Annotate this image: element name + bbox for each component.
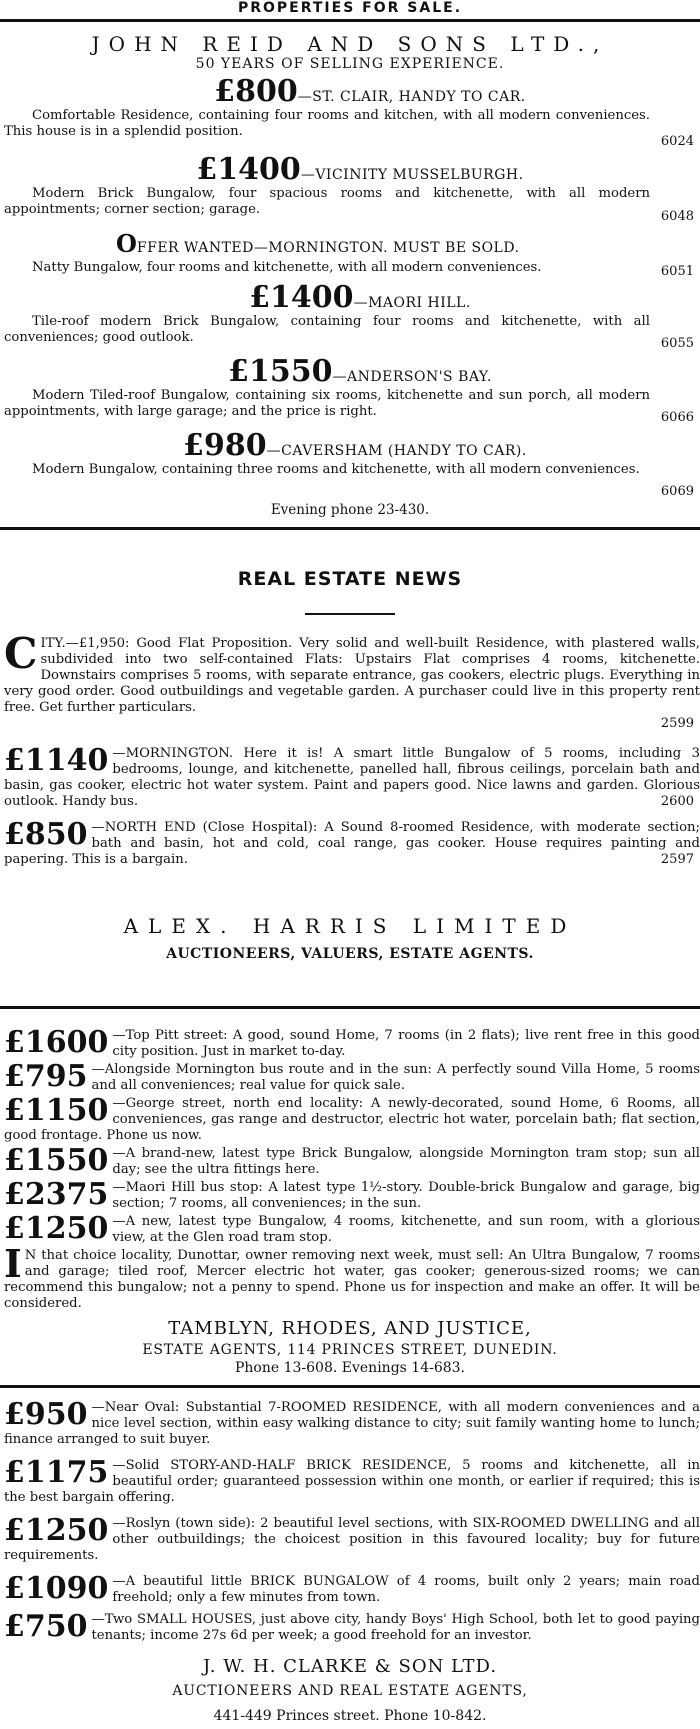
section-rule bbox=[0, 527, 700, 530]
listing-text: —George street, north end locality: A newly-decorated, sound Home, 6 Rooms, all conveniences, gas range and destructor, electric hot water, porcelain bath; flat section, good frontage. Phone us now. bbox=[4, 1096, 700, 1143]
listing-title: —ANDERSON'S BAY. bbox=[332, 369, 492, 385]
listing-price: £1250 bbox=[4, 1513, 109, 1548]
tamblyn-listing bbox=[0, 1177, 700, 1212]
clarke-address: 441-449 Princes street. Phone 10-842. bbox=[213, 1708, 487, 1724]
listing-price: £1150 bbox=[4, 1093, 109, 1128]
listing-ref: 2597 bbox=[660, 852, 694, 867]
listing-text: Modern Brick Bungalow, four spacious rooms and kitchenette, with all modern appointments; corner section; garage. bbox=[4, 186, 650, 217]
reid-listing bbox=[0, 280, 700, 351]
listing-ref: 2600 bbox=[660, 794, 694, 809]
news-title: REAL ESTATE NEWS bbox=[237, 568, 463, 590]
listing-text: —Maori Hill bus stop: A latest type 1½-story. Double-brick Bungalow and garage, big section; 7 rooms, all conveniences; in the sun. bbox=[112, 1180, 700, 1211]
listing-price: £1250 bbox=[4, 1211, 109, 1246]
listing-price: £1090 bbox=[4, 1571, 109, 1606]
listing-title: FFER WANTED—MORNINGTON. MUST BE SOLD. bbox=[136, 240, 520, 256]
listing-title: —CAVERSHAM (HANDY TO CAR). bbox=[266, 443, 527, 459]
listing-price: O bbox=[116, 229, 137, 258]
clarke-listing bbox=[0, 1571, 700, 1606]
news-listing bbox=[0, 817, 700, 868]
listing-ref: 6066 bbox=[660, 410, 694, 425]
tamblyn-listing bbox=[0, 1143, 700, 1178]
clarke-listing bbox=[0, 1397, 700, 1448]
reid-firm-name: JOHN REID AND SONS LTD., bbox=[91, 32, 609, 56]
reid-listing bbox=[0, 354, 700, 425]
clarke-listing bbox=[0, 1609, 700, 1644]
clarke-firm-sub: AUCTIONEERS AND REAL ESTATE AGENTS, bbox=[172, 1683, 528, 1699]
title-underline bbox=[305, 613, 395, 615]
listing-ref: 6069 bbox=[660, 484, 694, 499]
tamblyn-firm-name: TAMBLYN, RHODES, AND JUSTICE, bbox=[168, 1318, 532, 1339]
listing-text: —A brand-new, latest type Brick Bungalow, alongside Mornington tram stop; sun all day; see the ultra fittings here. bbox=[112, 1146, 700, 1177]
listing-text: —MORNINGTON. Here it is! A smart little Bungalow of 5 rooms, including 3 bedrooms, lounge, and kitchenette, panelled hall, fibrous ceilings, porcelain bath and basin, gas cooker, electric hot water system. Paint and papers good. Nice lawns and garden. Glorious outlook. Handy bus. bbox=[4, 746, 700, 809]
section-header: PROPERTIES FOR SALE. bbox=[237, 0, 463, 16]
listing-price: £1400 bbox=[196, 152, 301, 187]
reid-listing bbox=[0, 152, 700, 224]
reid-tagline: 50 YEARS OF SELLING EXPERIENCE. bbox=[195, 56, 505, 72]
reid-listing bbox=[0, 228, 700, 279]
listing-text: —Roslyn (town side): 2 beautiful level sections, with SIX-ROOMED DWELLING and all other outbuildings; the choicest position in this favoured locality; buy for future requirements. bbox=[4, 1516, 700, 1563]
reid-phone: Evening phone 23-430. bbox=[270, 502, 430, 518]
listing-text: Comfortable Residence, containing four rooms and kitchen, with all modern conveniences. This house is in a splendid position. bbox=[4, 108, 650, 139]
news-listing bbox=[0, 629, 700, 731]
listing-price: £1550 bbox=[228, 354, 333, 389]
listing-price: £795 bbox=[4, 1059, 88, 1094]
clarke-listing bbox=[0, 1513, 700, 1564]
clarke-listing bbox=[0, 1455, 700, 1506]
reid-listing bbox=[0, 74, 700, 149]
listing-ref: 6024 bbox=[660, 134, 694, 149]
section-rule bbox=[0, 1006, 700, 1009]
listing-text: —Alongside Mornington bus route and in the sun: A perfectly sound Villa Home, 5 rooms and all conveniences; real value for quick sale. bbox=[91, 1062, 700, 1093]
listing-text: —Top Pitt street: A good, sound Home, 7 rooms (in 2 flats); live rent free in this good city position. Just in market to-day. bbox=[112, 1028, 700, 1059]
tamblyn-listing bbox=[0, 1241, 700, 1312]
listing-title: —MAORI HILL. bbox=[353, 295, 471, 311]
drop-cap: C bbox=[4, 629, 38, 678]
listing-text: —Two SMALL HOUSES, just above city, handy Boys' High School, both let to good paying tenants; income 27s 6d per week; a good freehold for an investor. bbox=[91, 1612, 700, 1643]
listing-price: £850 bbox=[4, 817, 88, 852]
listing-price: £950 bbox=[4, 1397, 88, 1432]
tamblyn-listing bbox=[0, 1059, 700, 1094]
harris-firm-name: ALEX. HARRIS LIMITED bbox=[123, 914, 577, 938]
drop-cap: I bbox=[4, 1241, 22, 1286]
listing-title: —VICINITY MUSSELBURGH. bbox=[300, 167, 524, 183]
listing-price: £1550 bbox=[4, 1143, 109, 1178]
tamblyn-listing bbox=[0, 1093, 700, 1144]
listing-ref: 6048 bbox=[660, 209, 694, 224]
reid-listing bbox=[0, 428, 700, 499]
header-rule bbox=[0, 19, 700, 22]
listing-text: —A new, latest type Bungalow, 4 rooms, kitchenette, and sun room, with a glorious view, at the Glen road tram stop. bbox=[112, 1214, 700, 1245]
news-listing bbox=[0, 743, 700, 810]
listing-price: £1175 bbox=[4, 1455, 109, 1490]
clarke-firm-name: J. W. H. CLARKE & SON LTD. bbox=[202, 1656, 498, 1677]
listing-text: ITY.—£1,950: Good Flat Proposition. Very solid and well-built Residence, with plastered walls, subdivided into two self-contained Flats: Upstairs Flat comprises 4 rooms, kitchenette. Downstairs comprises 5 rooms, with separate entrance, gas cookers, electric plugs. Everything in very good order. Good outbuildings and vegetable garden. A purchaser could live in this property rent free. Get further particulars. bbox=[4, 636, 700, 715]
listing-price: £980 bbox=[183, 428, 267, 463]
listing-text: —NORTH END (Close Hospital): A Sound 8-roomed Residence, with moderate section; bath and basin, hot and cold, coal range, gas cooker. House requires painting and papering. This is a bargain. bbox=[4, 820, 700, 867]
listing-text: Natty Bungalow, four rooms and kitchenette, with all modern conveniences. bbox=[32, 260, 542, 275]
listing-text: Modern Tiled-roof Bungalow, containing six rooms, kitchenette and sun porch, all modern appointments, with large garage; and the price is right. bbox=[4, 388, 650, 419]
listing-text: Modern Bungalow, containing three rooms and kitchenette, with all modern conveniences. bbox=[32, 462, 640, 477]
listing-text: Tile-roof modern Brick Bungalow, containing four rooms and kitchenette, with all conveniences; good outlook. bbox=[4, 314, 650, 345]
listing-price: £750 bbox=[4, 1609, 88, 1644]
listing-ref: 2599 bbox=[660, 716, 694, 731]
listing-text: —A beautiful little BRICK BUNGALOW of 4 rooms, built only 2 years; main road freehold; only a few minutes from town. bbox=[112, 1574, 700, 1605]
harris-firm-sub: AUCTIONEERS, VALUERS, ESTATE AGENTS. bbox=[166, 946, 534, 962]
tamblyn-phone: Phone 13-608. Evenings 14-683. bbox=[234, 1360, 466, 1376]
tamblyn-listing bbox=[0, 1211, 700, 1246]
listing-price: £1140 bbox=[4, 743, 109, 778]
section-rule bbox=[0, 1385, 700, 1388]
listing-ref: 6051 bbox=[660, 264, 694, 279]
listing-price: £2375 bbox=[4, 1177, 109, 1212]
listing-price: £1400 bbox=[249, 280, 354, 315]
tamblyn-listing bbox=[0, 1025, 700, 1060]
listing-price: £800 bbox=[214, 74, 298, 109]
listing-text: —Solid STORY-AND-HALF BRICK RESIDENCE, 5 rooms and kitchenette, all in beautiful order; guaranteed possession within one month, or earlier if required; this is the best bargain offering. bbox=[4, 1458, 700, 1505]
listing-text: —Near Oval: Substantial 7-ROOMED RESIDENCE, with all modern conveniences and a nice level section, within easy walking distance to city; suit family wanting home to lunch; finance arranged to suit buyer. bbox=[4, 1400, 700, 1447]
tamblyn-address: ESTATE AGENTS, 114 PRINCES STREET, DUNEDIN. bbox=[142, 1342, 558, 1358]
listing-ref: 6055 bbox=[660, 336, 694, 351]
listing-price: £1600 bbox=[4, 1025, 109, 1060]
listing-title: —ST. CLAIR, HANDY TO CAR. bbox=[297, 89, 526, 105]
listing-text: N that choice locality, Dunottar, owner removing next week, must sell: An Ultra Bungalow, 7 rooms and garage; tiled roof, Mercer electric hot water, gas cooker; generous-sized rooms; we can recommend this bungalow; not a penny to spend. Phone us for inspection and make an offer. It will be considered. bbox=[4, 1248, 700, 1311]
